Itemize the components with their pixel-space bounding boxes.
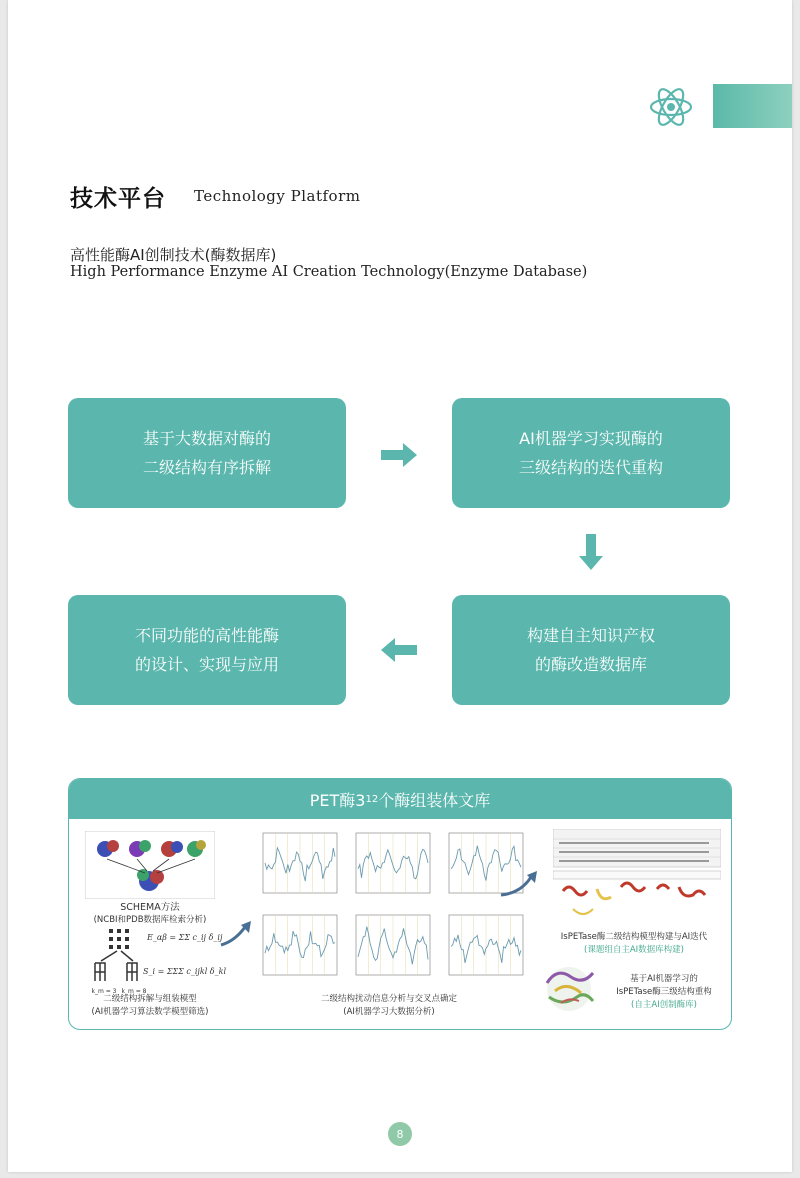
energy-formula: E_αβ = ΣΣ c_ij δ_ij [147,933,223,942]
page-title-en: Technology Platform [194,187,361,205]
arrow-left-icon [381,638,417,662]
library-title [69,779,731,819]
library-title-sup: 12 [365,793,379,805]
schema-caption-line2: (NCBI和PDB数据库检索分析) [93,915,207,925]
tertiary-structure-figure [539,963,601,1015]
flow-box-line: 的酶改造数据库 [534,655,647,674]
enzyme-library-panel [68,778,732,1030]
tertiary-caption [599,973,729,1012]
chart-grid [255,831,525,991]
curved-arrow-icon [219,919,253,949]
charts-caption [259,993,519,1019]
mini-chart [263,833,337,893]
charts-caption-line2: (AI机器学习大数据分析) [343,1007,435,1017]
library-title-prefix: PET酶3 [309,790,366,810]
decomp-caption-line1: 二级结构拆解与组装模型 [103,994,197,1004]
schema-caption-line1: SCHEMA方法 [120,902,180,913]
ispet-caption [539,931,729,957]
section-subtitle-en: High Performance Enzyme AI Creation Technology(Enzyme Database) [70,264,588,280]
mini-chart [356,833,430,893]
knot-label-right: k_m = 8 [121,988,147,995]
decomp-caption [75,993,225,1019]
decomposition-model-figure [91,927,151,987]
schema-protein-figure [85,831,215,899]
schema-caption [75,901,225,927]
document-page [8,0,792,1172]
mini-chart [449,915,523,975]
ispet-caption-line2: (课题组自主AI数据库构建) [584,945,684,955]
flow-box-line: AI机器学习实现酶的 [519,429,663,448]
page-number: 8 [388,1122,412,1146]
flow-box-database [452,595,730,705]
flow-box-reconstruction [452,398,730,508]
flow-box-line: 基于大数据对酶的 [142,429,271,448]
mini-chart [263,915,337,975]
arrow-right-icon [381,443,417,467]
ispetase-structure-figure [553,829,721,929]
flow-box-line: 的设计、实现与应用 [134,655,279,674]
flow-box-application [68,595,346,705]
section-subtitle-cn: 高性能酶AI创制技术(酶数据库) [70,246,277,264]
charts-caption-line1: 二级结构扰动信息分析与交叉点确定 [320,994,457,1004]
flow-box-line: 二级结构有序拆解 [142,458,271,477]
flow-box-line: 构建自主知识产权 [526,626,655,645]
tertiary-caption-line2: IsPETase酶三级结构重构 [616,987,712,997]
tertiary-caption-line3: (自主AI创制酶库) [631,1000,697,1010]
arrow-down-icon [579,534,603,570]
knot-label-left: k_m = 3 [91,988,117,995]
tertiary-caption-line1: 基于AI机器学习的 [630,974,698,984]
curved-arrow-icon [499,869,539,899]
page-title-cn: 技术平台 [70,186,166,212]
atom-icon [646,82,696,132]
decomp-caption-line2: (AI机器学习算法数学模型筛选) [91,1007,209,1017]
flow-box-line: 三级结构的迭代重构 [518,458,663,477]
perturbation-charts [255,831,525,991]
score-formula: S_i = ΣΣΣ c_ijkl δ_kl [143,967,227,976]
flow-box-line: 不同功能的高性能酶 [134,626,279,645]
library-title-suffix: 个酶组装体文库 [378,790,491,810]
mini-chart [356,915,430,975]
flow-box-decomposition [68,398,346,508]
ispet-caption-line1: IsPETase酶二级结构模型构建与AI迭代 [560,932,708,942]
corner-accent-bar [713,84,792,128]
